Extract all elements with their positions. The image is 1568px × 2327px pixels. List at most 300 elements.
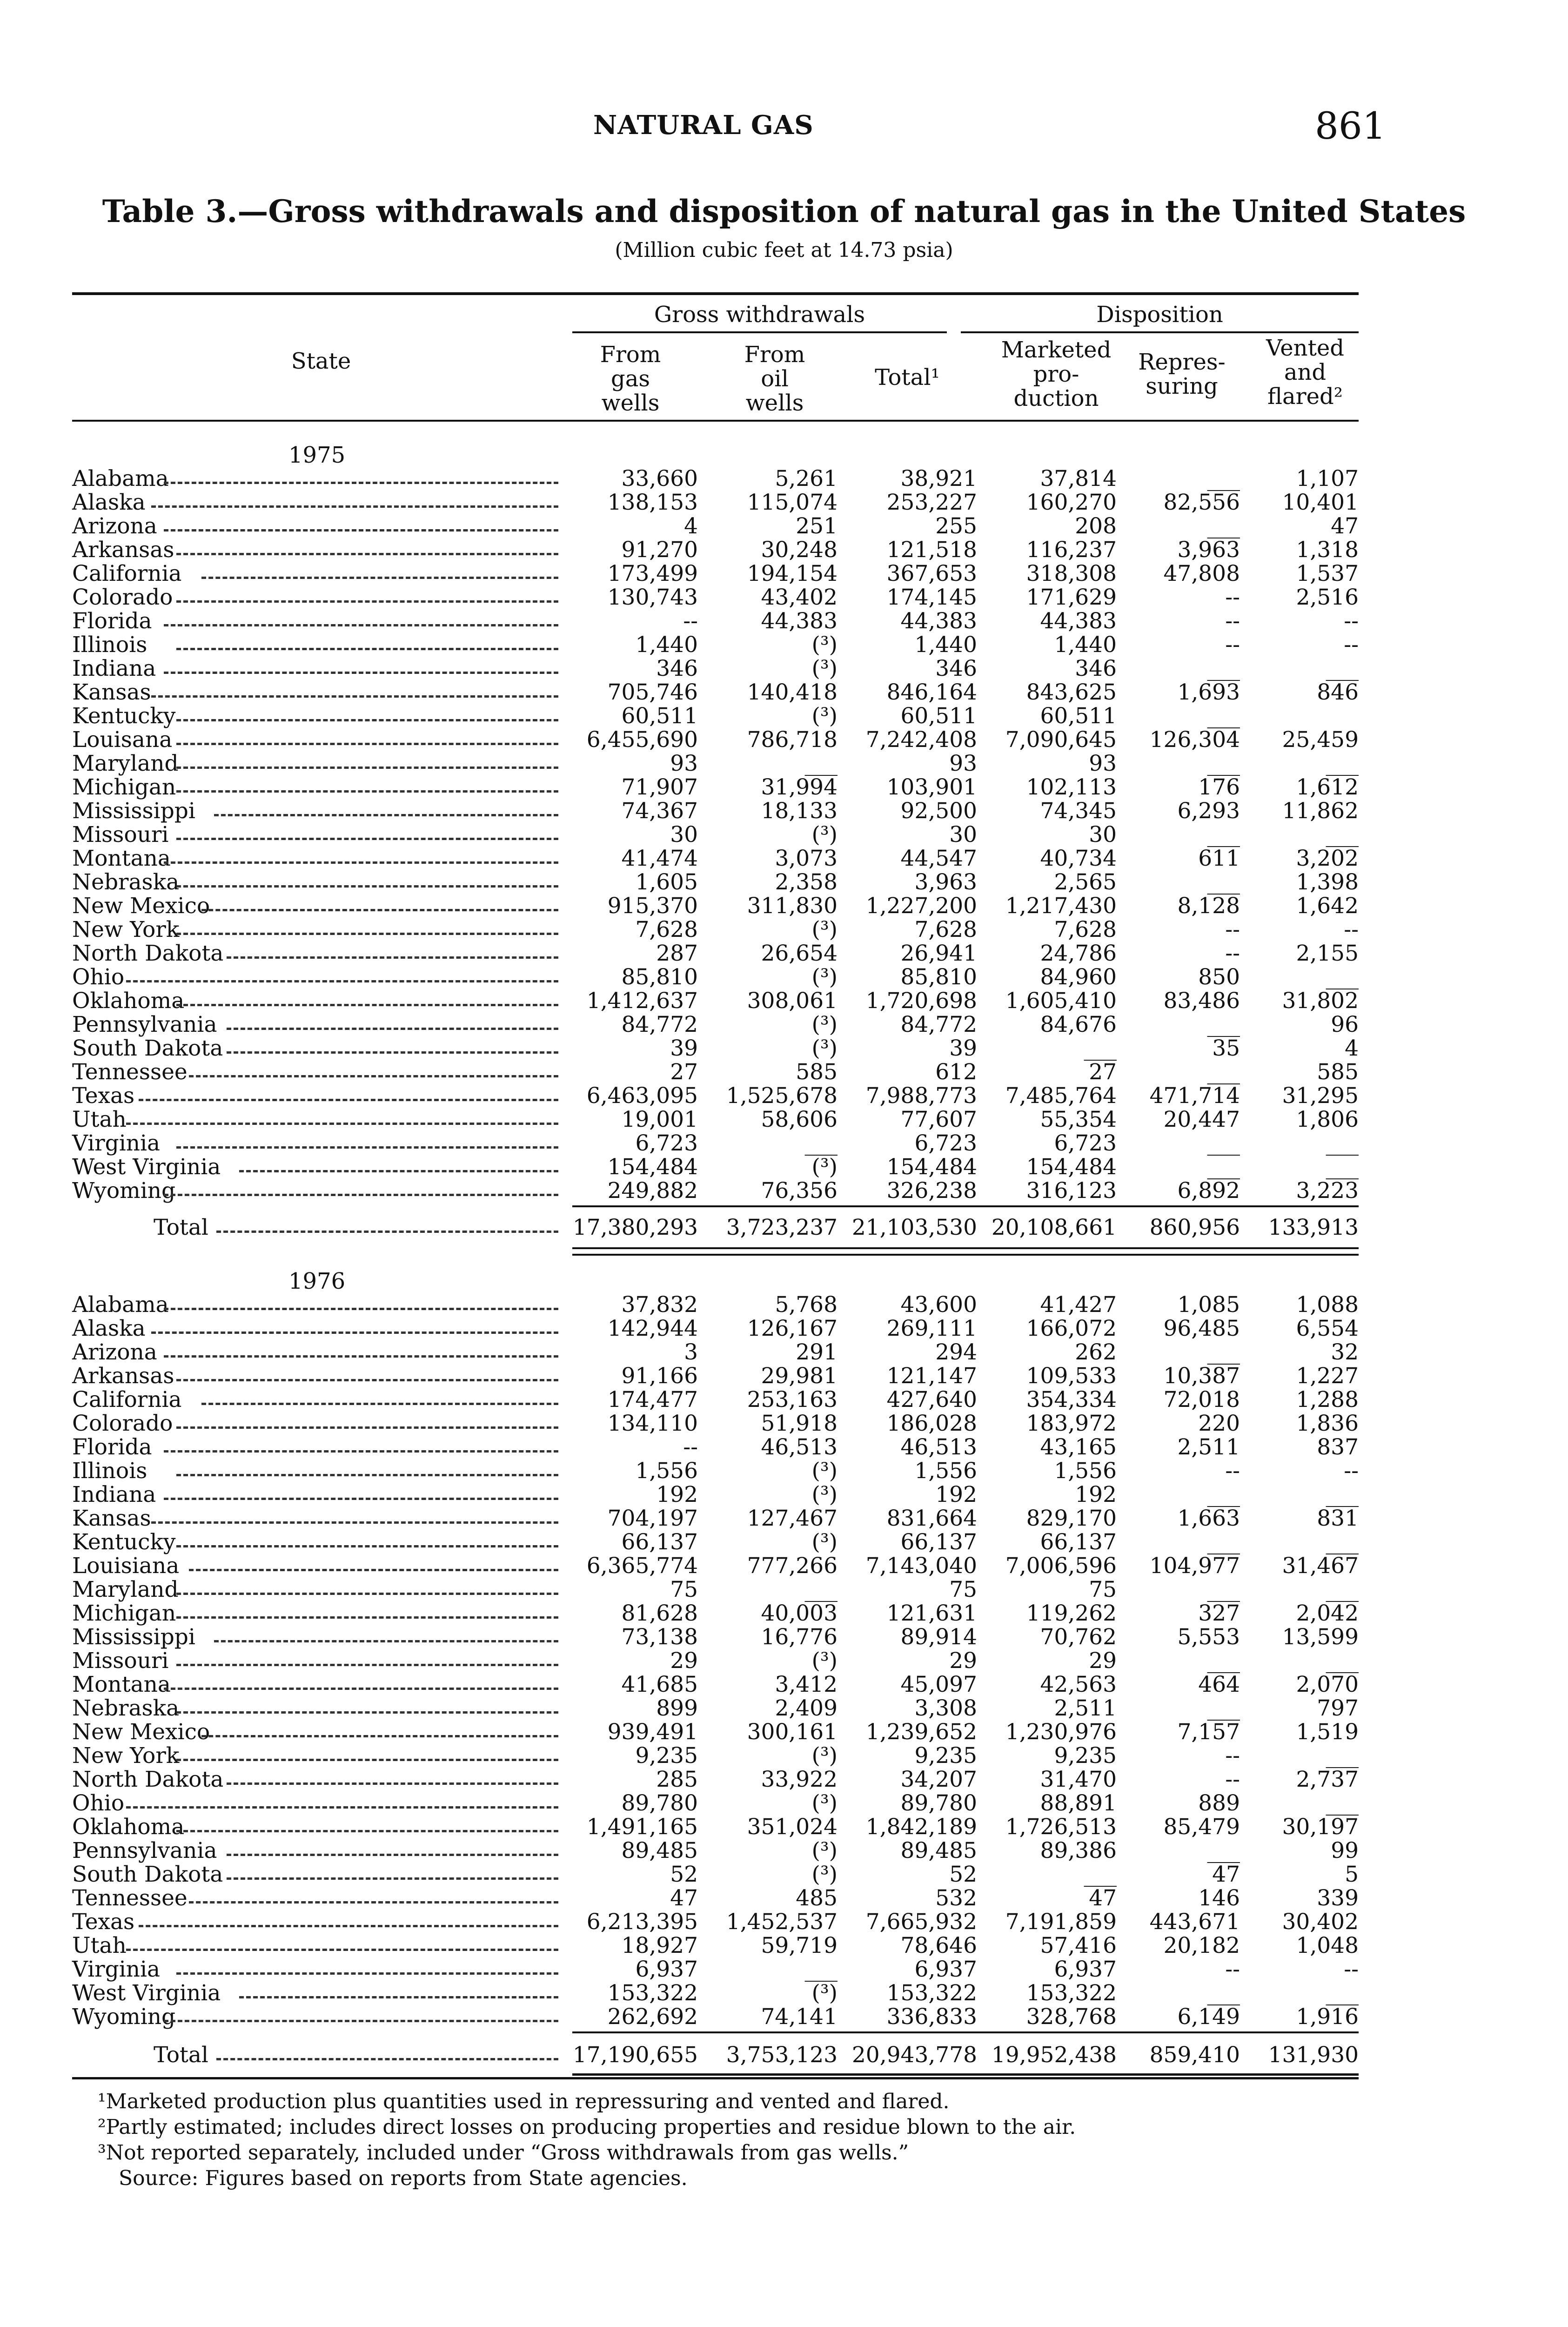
cell-gas: 3 bbox=[684, 1339, 698, 1365]
cell-vented: 2,070 bbox=[1296, 1672, 1359, 1697]
cell-vented: 1,398 bbox=[1296, 869, 1359, 895]
table-row bbox=[72, 1768, 1359, 1791]
cell-repress: 83,486 bbox=[1163, 988, 1240, 1014]
state-name: Mississippi bbox=[72, 798, 195, 824]
cell-gas: 89,485 bbox=[621, 1838, 698, 1863]
cell-total: 255 bbox=[935, 513, 977, 539]
cell-repress: 72,018 bbox=[1163, 1387, 1240, 1412]
leader-dots bbox=[164, 467, 558, 491]
leader-dots bbox=[176, 1601, 558, 1625]
cell-repress: 82,556 bbox=[1163, 490, 1240, 515]
cell-vented: 1,318 bbox=[1296, 537, 1359, 563]
cell-vented: -- bbox=[1344, 917, 1359, 942]
state-name: Kansas bbox=[72, 1506, 151, 1531]
state-name: Virginia bbox=[72, 1130, 161, 1156]
leader-dots bbox=[176, 1412, 558, 1435]
rule-above-total bbox=[572, 2031, 1359, 2033]
cell-total: 39 bbox=[949, 1036, 977, 1061]
cell-gas: 39 bbox=[670, 1036, 698, 1061]
cell-total: 7,988,773 bbox=[865, 1083, 977, 1109]
leader-dots bbox=[176, 1131, 558, 1155]
cell-total: 89,914 bbox=[900, 1624, 977, 1650]
leader-dots bbox=[176, 1744, 558, 1768]
cell-repress: 6,892 bbox=[1177, 1178, 1240, 1204]
cell-repress: ___ bbox=[1207, 1130, 1240, 1156]
state-name: California bbox=[72, 561, 182, 586]
cell-oil: 5,261 bbox=[775, 466, 838, 491]
total-oil: 3,723,237 bbox=[726, 1215, 838, 1240]
table-row bbox=[72, 1981, 1359, 2005]
table-row bbox=[72, 585, 1359, 609]
table-row bbox=[72, 1483, 1359, 1506]
cell-gas: 29 bbox=[670, 1648, 698, 1674]
cell-marketed: 153,322 bbox=[1026, 1980, 1117, 2006]
cell-gas: 75 bbox=[670, 1577, 698, 1602]
cell-oil: 44,383 bbox=[761, 608, 838, 634]
state-name: Alabama bbox=[72, 1292, 169, 1318]
leader-dots bbox=[239, 1155, 558, 1179]
cell-total: 52 bbox=[949, 1862, 977, 1887]
cell-gas: 66,137 bbox=[621, 1529, 698, 1555]
cell-vented: 47 bbox=[1331, 513, 1359, 539]
cell-oil: 3,412 bbox=[775, 1672, 838, 1697]
cell-gas: 6,937 bbox=[635, 1957, 698, 1982]
leader-dots bbox=[189, 1886, 558, 1910]
cell-marketed: 93 bbox=[1089, 751, 1117, 776]
cell-oil: 291 bbox=[796, 1339, 838, 1365]
table-row bbox=[72, 562, 1359, 585]
cell-total: 89,485 bbox=[900, 1838, 977, 1863]
state-name: Indiana bbox=[72, 1482, 156, 1507]
cell-oil: ___ bbox=[804, 1957, 838, 1982]
table-row bbox=[72, 1554, 1359, 1578]
col-state: State bbox=[291, 348, 351, 374]
table-row bbox=[72, 514, 1359, 538]
cell-oil: 251 bbox=[796, 513, 838, 539]
cell-repress: ___ bbox=[1207, 1838, 1240, 1863]
cell-oil: (³) bbox=[811, 1458, 838, 1484]
cell-marketed: 354,334 bbox=[1026, 1387, 1117, 1412]
cell-oil: 311,830 bbox=[747, 893, 838, 919]
cell-repress: ___ bbox=[1207, 1695, 1240, 1721]
cell-gas: 19,001 bbox=[621, 1107, 698, 1132]
state-name: Alaska bbox=[72, 490, 146, 515]
cell-gas: 262,692 bbox=[607, 2004, 698, 2030]
cell-repress: 126,304 bbox=[1149, 727, 1240, 753]
table-row bbox=[72, 1696, 1359, 1720]
table-row bbox=[72, 1744, 1359, 1768]
cell-marketed: 66,137 bbox=[1040, 1529, 1117, 1555]
state-name: Kentucky bbox=[72, 1529, 176, 1555]
cell-vented: -- bbox=[1344, 1458, 1359, 1484]
state-name: Michigan bbox=[72, 774, 176, 800]
cell-oil: 585 bbox=[796, 1059, 838, 1085]
leader-dots bbox=[176, 585, 558, 609]
cell-repress: -- bbox=[1225, 608, 1240, 634]
cell-total: 46,513 bbox=[900, 1434, 977, 1460]
cell-repress: ___ bbox=[1207, 822, 1240, 847]
cell-gas: 18,927 bbox=[621, 1933, 698, 1958]
cell-oil: (³) bbox=[811, 822, 838, 847]
cell-marketed: 1,605,410 bbox=[1005, 988, 1117, 1014]
cell-vented: ___ bbox=[1326, 1743, 1359, 1769]
rule-section-end bbox=[572, 1254, 1359, 1256]
cell-oil: 1,525,678 bbox=[726, 1083, 838, 1109]
cell-marketed: 41,427 bbox=[1040, 1292, 1117, 1318]
leader-dots bbox=[201, 1388, 558, 1412]
cell-repress: 96,485 bbox=[1163, 1316, 1240, 1341]
cell-marketed: 31,470 bbox=[1040, 1767, 1117, 1792]
rule-above-total bbox=[572, 1205, 1359, 1207]
leader-dots bbox=[164, 1673, 558, 1696]
cell-vented: 30,402 bbox=[1282, 1909, 1359, 1935]
cell-gas: 1,556 bbox=[635, 1458, 698, 1484]
cell-gas: 85,810 bbox=[621, 964, 698, 990]
cell-total: 174,145 bbox=[886, 585, 977, 610]
cell-vented: 6,554 bbox=[1296, 1316, 1359, 1341]
cell-total: 103,901 bbox=[886, 774, 977, 800]
cell-gas: 89,780 bbox=[621, 1790, 698, 1816]
table-row bbox=[72, 1013, 1359, 1036]
leader-dots bbox=[216, 2043, 558, 2067]
cell-marketed: 43,165 bbox=[1040, 1434, 1117, 1460]
leader-dots bbox=[176, 989, 558, 1013]
table-row bbox=[72, 609, 1359, 633]
leader-dots bbox=[126, 1791, 558, 1815]
cell-gas: 71,907 bbox=[621, 774, 698, 800]
table-row bbox=[72, 942, 1359, 965]
table-row bbox=[72, 775, 1359, 799]
state-name: Tennessee bbox=[72, 1885, 188, 1911]
table-row bbox=[72, 491, 1359, 514]
cell-repress: 10,387 bbox=[1163, 1363, 1240, 1389]
state-name: Missouri bbox=[72, 1648, 169, 1674]
cell-marketed: 88,891 bbox=[1040, 1790, 1117, 1816]
cell-vented: ___ bbox=[1326, 1482, 1359, 1507]
total-repress: 860,956 bbox=[1149, 1215, 1240, 1240]
cell-gas: 154,484 bbox=[607, 1154, 698, 1180]
cell-marketed: 70,762 bbox=[1040, 1624, 1117, 1650]
cell-marketed: 1,230,976 bbox=[1005, 1719, 1117, 1745]
cell-repress: ___ bbox=[1207, 1648, 1240, 1674]
cell-oil: 16,776 bbox=[761, 1624, 838, 1650]
cell-vented: 1,836 bbox=[1296, 1411, 1359, 1436]
table-row bbox=[72, 1412, 1359, 1435]
leader-dots bbox=[176, 1696, 558, 1720]
state-name: Montana bbox=[72, 1672, 171, 1697]
cell-oil: 5,768 bbox=[775, 1292, 838, 1318]
cell-oil: 33,922 bbox=[761, 1767, 838, 1792]
cell-vented: 31,802 bbox=[1282, 988, 1359, 1014]
cell-marketed: 829,170 bbox=[1026, 1506, 1117, 1531]
cell-total: 336,833 bbox=[886, 2004, 977, 2030]
cell-total: 7,628 bbox=[914, 917, 977, 942]
cell-marketed: 42,563 bbox=[1040, 1672, 1117, 1697]
cell-vented: ___ bbox=[1326, 1154, 1359, 1180]
cell-marketed: 843,625 bbox=[1026, 679, 1117, 705]
cell-vented: ___ bbox=[1326, 656, 1359, 681]
state-name: Oklahoma bbox=[72, 1814, 185, 1840]
table-row bbox=[72, 1506, 1359, 1530]
rule-section-end bbox=[572, 2073, 1359, 2076]
cell-vented: 11,862 bbox=[1282, 798, 1359, 824]
cell-vented: 831 bbox=[1317, 1506, 1359, 1531]
cell-total: 154,484 bbox=[886, 1154, 977, 1180]
cell-gas: 915,370 bbox=[607, 893, 698, 919]
cell-repress: 7,157 bbox=[1177, 1719, 1240, 1745]
cell-gas: 27 bbox=[670, 1059, 698, 1085]
cell-repress: 3,963 bbox=[1177, 537, 1240, 563]
cell-vented: 339 bbox=[1317, 1885, 1359, 1911]
cell-total: 367,653 bbox=[886, 561, 977, 586]
leader-dots bbox=[164, 1483, 558, 1506]
table-row bbox=[72, 989, 1359, 1013]
cell-oil: 43,402 bbox=[761, 585, 838, 610]
leader-dots bbox=[176, 1649, 558, 1673]
cell-repress: ___ bbox=[1207, 1529, 1240, 1555]
leader-dots bbox=[176, 870, 558, 894]
cell-gas: 899 bbox=[656, 1695, 698, 1721]
cell-oil: 2,409 bbox=[775, 1695, 838, 1721]
cell-marketed: 154,484 bbox=[1026, 1154, 1117, 1180]
cell-repress: -- bbox=[1225, 941, 1240, 966]
table-row bbox=[72, 728, 1359, 752]
table-row bbox=[72, 1673, 1359, 1696]
cell-vented: 2,737 bbox=[1296, 1767, 1359, 1792]
table-row bbox=[72, 1459, 1359, 1483]
leader-dots bbox=[239, 1981, 558, 2005]
cell-repress: 327 bbox=[1198, 1601, 1240, 1626]
cell-gas: 33,660 bbox=[621, 466, 698, 491]
cell-total: 7,143,040 bbox=[865, 1553, 977, 1579]
leader-dots bbox=[227, 1768, 558, 1791]
footnote: ²Partly estimated; includes direct losses on producing properties and residue blown to the air. bbox=[98, 2115, 1076, 2139]
state-name: Maryland bbox=[72, 1577, 179, 1602]
cell-oil: 300,161 bbox=[747, 1719, 838, 1745]
table-row bbox=[72, 1791, 1359, 1815]
rule-header-bottom bbox=[72, 420, 1359, 422]
running-title: NATURAL GAS bbox=[593, 110, 814, 141]
cell-vented: 1,806 bbox=[1296, 1107, 1359, 1132]
cell-marketed: 29 bbox=[1089, 1648, 1117, 1674]
rule-table-bottom bbox=[72, 2077, 1359, 2079]
cell-marketed: 44,383 bbox=[1040, 608, 1117, 634]
cell-total: 45,097 bbox=[900, 1672, 977, 1697]
leader-dots bbox=[227, 1013, 558, 1036]
total-label: Total bbox=[154, 2042, 208, 2068]
leader-dots bbox=[189, 1060, 558, 1084]
leader-dots bbox=[176, 1364, 558, 1388]
cell-oil: 2,358 bbox=[775, 869, 838, 895]
cell-oil: 59,719 bbox=[761, 1933, 838, 1958]
cell-total: 6,723 bbox=[914, 1130, 977, 1156]
cell-marketed: 7,485,764 bbox=[1005, 1083, 1117, 1109]
cell-repress: -- bbox=[1225, 1767, 1240, 1792]
leader-dots bbox=[151, 1317, 558, 1340]
leader-dots bbox=[227, 942, 558, 965]
cell-repress: 611 bbox=[1198, 846, 1240, 871]
state-name: Michigan bbox=[72, 1601, 176, 1626]
cell-gas: 6,455,690 bbox=[586, 727, 698, 753]
cell-marketed: 316,123 bbox=[1026, 1178, 1117, 1204]
cell-vented: 3,202 bbox=[1296, 846, 1359, 871]
table-row bbox=[72, 1317, 1359, 1340]
total-total: 21,103,530 bbox=[851, 1215, 977, 1240]
cell-vented: ___ bbox=[1326, 1577, 1359, 1602]
cell-repress: 5,553 bbox=[1177, 1624, 1240, 1650]
table-row bbox=[72, 752, 1359, 775]
table-row bbox=[72, 847, 1359, 870]
leader-dots bbox=[201, 562, 558, 585]
cell-vented: 1,642 bbox=[1296, 893, 1359, 919]
cell-total: 26,941 bbox=[900, 941, 977, 966]
cell-marketed: 183,972 bbox=[1026, 1411, 1117, 1436]
table-row bbox=[72, 1108, 1359, 1131]
leader-dots bbox=[164, 1179, 558, 1203]
cell-total: 38,921 bbox=[900, 466, 977, 491]
state-name: Tennessee bbox=[72, 1059, 188, 1085]
cell-repress: 6,149 bbox=[1177, 2004, 1240, 2030]
cell-oil: (³) bbox=[811, 1012, 838, 1037]
state-name: Texas bbox=[72, 1083, 135, 1109]
cell-oil: (³) bbox=[811, 703, 838, 729]
leader-dots bbox=[126, 1108, 558, 1131]
state-name: New York bbox=[72, 1743, 180, 1769]
cell-vented: 837 bbox=[1317, 1434, 1359, 1460]
cell-gas: 192 bbox=[656, 1482, 698, 1507]
total-gas: 17,190,655 bbox=[572, 2042, 698, 2068]
cell-oil: 26,654 bbox=[761, 941, 838, 966]
cell-total: 346 bbox=[935, 656, 977, 681]
cell-oil: 31,994 bbox=[761, 774, 838, 800]
state-name: New York bbox=[72, 917, 180, 942]
cell-repress: 20,447 bbox=[1163, 1107, 1240, 1132]
rule-section-end bbox=[572, 1247, 1359, 1249]
cell-repress: 8,128 bbox=[1177, 893, 1240, 919]
cell-repress: -- bbox=[1225, 632, 1240, 658]
cell-oil: 194,154 bbox=[747, 561, 838, 586]
cell-marketed: 116,237 bbox=[1026, 537, 1117, 563]
cell-gas: 41,474 bbox=[621, 846, 698, 871]
cell-repress: ___ bbox=[1207, 656, 1240, 681]
table-row bbox=[72, 1934, 1359, 1957]
state-name: West Virginia bbox=[72, 1980, 221, 2006]
cell-vented: 1,537 bbox=[1296, 561, 1359, 586]
state-name: Nebraska bbox=[72, 1695, 180, 1721]
table-row bbox=[72, 1293, 1359, 1317]
cell-total: 29 bbox=[949, 1648, 977, 1674]
page-number: 861 bbox=[1315, 104, 1386, 148]
cell-total: 30 bbox=[949, 822, 977, 847]
cell-marketed: 328,768 bbox=[1026, 2004, 1117, 2030]
cell-repress: ___ bbox=[1207, 1154, 1240, 1180]
leader-dots bbox=[176, 1815, 558, 1839]
cell-oil: (³) bbox=[811, 1980, 838, 2006]
cell-marketed: ___ bbox=[1084, 1036, 1117, 1061]
cell-repress: 889 bbox=[1198, 1790, 1240, 1816]
table-row bbox=[72, 1340, 1359, 1364]
leader-dots bbox=[189, 1554, 558, 1578]
cell-repress: 464 bbox=[1198, 1672, 1240, 1697]
cell-total: 1,842,189 bbox=[865, 1814, 977, 1840]
cell-repress: ___ bbox=[1207, 1339, 1240, 1365]
cell-vented: 25,459 bbox=[1282, 727, 1359, 753]
leader-dots bbox=[216, 1216, 558, 1239]
cell-total: 44,383 bbox=[900, 608, 977, 634]
cell-total: 44,547 bbox=[900, 846, 977, 871]
total-vented: 131,930 bbox=[1268, 2042, 1359, 2068]
cell-repress: ___ bbox=[1207, 703, 1240, 729]
cell-gas: 93 bbox=[670, 751, 698, 776]
state-name: North Dakota bbox=[72, 1767, 224, 1792]
footnote: ³Not reported separately, included under “Gross withdrawals from gas wells.” bbox=[98, 2141, 909, 2165]
cell-oil: (³) bbox=[811, 964, 838, 990]
table-row bbox=[72, 1036, 1359, 1060]
leader-dots bbox=[164, 1340, 558, 1364]
cell-total: 269,111 bbox=[886, 1316, 977, 1341]
cell-total: 60,511 bbox=[900, 703, 977, 729]
cell-vented: 32 bbox=[1331, 1339, 1359, 1365]
cell-repress: ___ bbox=[1207, 1059, 1240, 1085]
col-repressuring: Repres- suring bbox=[1138, 349, 1226, 399]
table-row bbox=[72, 870, 1359, 894]
cell-vented: 2,516 bbox=[1296, 585, 1359, 610]
cell-total: 192 bbox=[935, 1482, 977, 1507]
cell-gas: 153,322 bbox=[607, 1980, 698, 2006]
table-row bbox=[72, 965, 1359, 989]
cell-repress: 35 bbox=[1212, 1036, 1240, 1061]
cell-repress: 47,808 bbox=[1163, 561, 1240, 586]
state-name: Alabama bbox=[72, 466, 169, 491]
cell-vented: -- bbox=[1344, 1957, 1359, 1982]
cell-repress: 6,293 bbox=[1177, 798, 1240, 824]
cell-oil: (³) bbox=[811, 656, 838, 681]
leader-dots bbox=[164, 657, 558, 680]
cell-marketed: 55,354 bbox=[1040, 1107, 1117, 1132]
cell-gas: 37,832 bbox=[621, 1292, 698, 1318]
cell-oil: 30,248 bbox=[761, 537, 838, 563]
state-name: Illinois bbox=[72, 1458, 147, 1484]
cell-marketed: 9,235 bbox=[1054, 1743, 1117, 1769]
table-row bbox=[72, 799, 1359, 823]
state-name: Maryland bbox=[72, 751, 179, 776]
cell-total: 427,640 bbox=[886, 1387, 977, 1412]
cell-marketed: 84,960 bbox=[1040, 964, 1117, 990]
table-row bbox=[72, 1060, 1359, 1084]
cell-repress: 1,085 bbox=[1177, 1292, 1240, 1318]
cell-repress: ___ bbox=[1207, 869, 1240, 895]
leader-dots bbox=[139, 1910, 558, 1934]
leader-dots bbox=[164, 609, 558, 633]
cell-marketed: 57,416 bbox=[1040, 1933, 1117, 1958]
cell-gas: 1,605 bbox=[635, 869, 698, 895]
cell-oil: (³) bbox=[811, 1862, 838, 1887]
cell-marketed: 27 bbox=[1089, 1059, 1117, 1085]
state-name: Arkansas bbox=[72, 537, 174, 563]
cell-marketed: 102,113 bbox=[1026, 774, 1117, 800]
cell-marketed: 24,786 bbox=[1040, 941, 1117, 966]
leader-dots bbox=[151, 1506, 558, 1530]
cell-total: 253,227 bbox=[886, 490, 977, 515]
state-name: South Dakota bbox=[72, 1036, 223, 1061]
cell-repress: -- bbox=[1225, 1957, 1240, 1982]
cell-repress: 1,663 bbox=[1177, 1506, 1240, 1531]
cell-gas: 1,412,637 bbox=[586, 988, 698, 1014]
cell-total: 532 bbox=[935, 1885, 977, 1911]
cell-marketed: 37,814 bbox=[1040, 466, 1117, 491]
cell-repress: 471,714 bbox=[1149, 1083, 1240, 1109]
cell-marketed: 262 bbox=[1075, 1339, 1117, 1365]
